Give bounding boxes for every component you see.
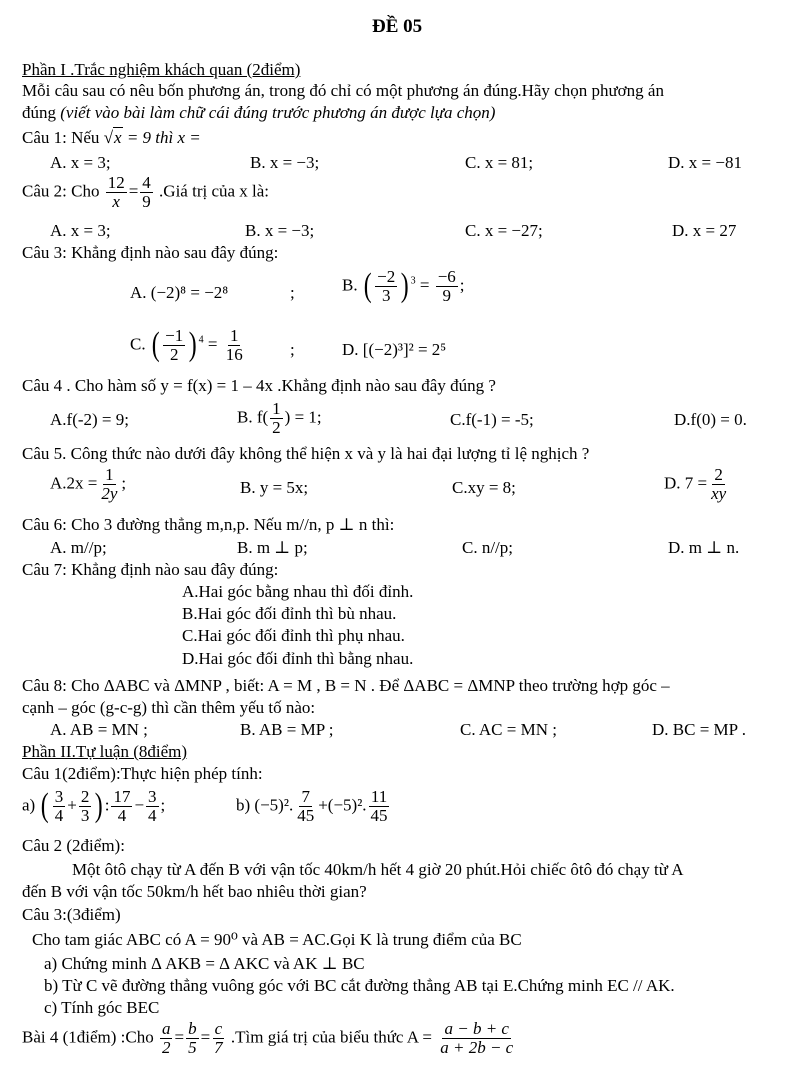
q7-option-d: D.Hai góc đối đỉnh thì bằng nhau.: [182, 649, 414, 668]
question-8-line2: cạnh – góc (g-c-g) thì cần thêm yếu tố nào:: [22, 698, 316, 717]
q3-option-c: C. ( $\frac{-1}{2}$ ) $^4$ = $\frac{1}{16}$: [130, 326, 243, 364]
q4-option-b: B. f( $\frac{1}{2}$ ) = 1;: [237, 399, 322, 437]
q3-option-d: D. [(−2)³]² = 2⁵: [342, 340, 447, 359]
essay-3a: a) Chứng minh Δ AKB = Δ AKC và AK ⊥ BC: [44, 954, 365, 973]
q8-option-a: A. AB = MN ;: [50, 720, 148, 739]
question-6: Câu 6: Cho 3 đường thẳng m,n,p. Nếu m//n, p ⊥ n thì:: [22, 515, 395, 534]
essay-1-label: Câu 1(2điểm):Thực hiện phép tính:: [22, 764, 263, 783]
question-3: Câu 3: Khẳng định nào sau đây đúng:: [22, 243, 279, 262]
q6-option-d: D. m ⊥ n.: [668, 538, 740, 557]
part2-heading: Phần II.Tự luận (8điểm): [22, 742, 188, 761]
essay-2-line2: đến B với vận tốc 50km/h hết bao nhiêu thời gian?: [22, 882, 367, 901]
q6-option-c: C. n//p;: [462, 538, 514, 557]
question-7: Câu 7: Khẳng định nào sau đây đúng:: [22, 560, 279, 579]
essay-1b: b) (−5)². $\frac{7}{45}$ +(−5)². $\frac{11}{45}$: [236, 787, 388, 825]
q6-option-b: B. m ⊥ p;: [237, 538, 308, 557]
essay-2-label: Câu 2 (2điểm):: [22, 836, 125, 855]
essay-2-line1: Một ôtô chạy từ A đến B với vận tốc 40km/h hết 4 giờ 20 phút.Hỏi chiếc ôtô đó chạy từ A: [72, 860, 684, 879]
essay-3c: c) Tính góc BEC: [44, 998, 160, 1017]
q7-option-a: A.Hai góc bằng nhau thì đối đỉnh.: [182, 582, 414, 601]
q3-option-b: B. ( $\frac{-2}{3}$ ) $^3$ = $\frac{-6}{9}$ ;: [342, 267, 465, 305]
q1-option-c: C. x = 81;: [465, 153, 534, 172]
q2-option-a: A. x = 3;: [50, 221, 111, 240]
q4-option-c: C.f(-1) = -5;: [450, 410, 534, 429]
q8-option-b: B. AB = MP ;: [240, 720, 334, 739]
q6-option-a: A. m//p;: [50, 538, 107, 557]
sqrt-symbol: √x: [103, 128, 122, 147]
q8-option-c: C. AC = MN ;: [460, 720, 557, 739]
essay-3b: b) Từ C vẽ đường thẳng vuông góc với BC cắt đường thẳng AB tại E.Chứng minh EC // AK.: [44, 976, 675, 995]
essay-4: Bài 4 (1điểm) :Cho $\frac{a}{2}$ = $\frac{b}{5}$ = $\frac{c}{7}$ .Tìm giá trị của biểu thức A = $\frac{a - b + c}{a + 2b - c}$: [22, 1019, 514, 1057]
q1-option-b: B. x = −3;: [250, 153, 320, 172]
q5-option-c: C.xy = 8;: [452, 478, 516, 497]
page-title: ĐỀ 05: [372, 16, 423, 37]
question-5: Câu 5. Công thức nào dưới đây không thể hiện x và y là hai đại lượng tỉ lệ nghịch ?: [22, 444, 590, 463]
q1-option-d: D. x = −81: [668, 153, 742, 172]
q4-option-a: A.f(-2) = 9;: [50, 410, 129, 429]
question-1: Câu 1: Nếu √x = 9 thì x =: [22, 128, 201, 147]
question-4: Câu 4 . Cho hàm số y = f(x) = 1 – 4x .Khẳng định nào sau đây đúng ?: [22, 376, 496, 395]
essay-1a: a) ( $\frac{3}{4}$ + $\frac{2}{3}$ ): $\frac{17}{4}$ − $\frac{3}{4}$ ;: [22, 787, 166, 825]
part1-intro-line1: Mỗi câu sau có nêu bốn phương án, trong đó chỉ có một phương án đúng.Hãy chọn phương án: [22, 81, 664, 100]
question-8-line1: Câu 8: Cho ΔABC và ΔMNP , biết: A = M , B = N . Để ΔABC = ΔMNP theo trường hợp góc –: [22, 676, 670, 695]
q3-option-a: A. (−2)⁸ = −2⁸: [130, 283, 229, 302]
q2-option-d: D. x = 27: [672, 221, 737, 240]
q7-option-b: B.Hai góc đối đỉnh thì bù nhau.: [182, 604, 397, 623]
q3-sep-1: ;: [290, 283, 295, 302]
part1-heading: Phần I .Trắc nghiệm khách quan (2điểm): [22, 60, 301, 79]
question-2: Câu 2: Cho $\frac{12}{x}$ = $\frac{4}{9}$ .Giá trị của x là:: [22, 173, 270, 211]
part1-intro-line2: đúng (viết vào bài làm chữ cái đúng trước phương án được lựa chọn): [22, 103, 496, 122]
q2-option-b: B. x = −3;: [245, 221, 315, 240]
q1-option-a: A. x = 3;: [50, 153, 111, 172]
q5-option-a: A.2x = $\frac{1}{2y}$ ;: [50, 465, 127, 503]
q5-option-b: B. y = 5x;: [240, 478, 309, 497]
q2-option-c: C. x = −27;: [465, 221, 543, 240]
q3-sep-2: ;: [290, 340, 295, 359]
q4-option-d: D.f(0) = 0.: [674, 410, 747, 429]
q5-option-d: D. 7 = $\frac{2}{xy}$: [664, 465, 727, 503]
essay-3-label: Câu 3:(3điểm): [22, 905, 121, 924]
q7-option-c: C.Hai góc đối đỉnh thì phụ nhau.: [182, 626, 405, 645]
q8-option-d: D. BC = MP .: [652, 720, 746, 739]
essay-3-line1: Cho tam giác ABC có A = 90⁰ và AB = AC.Gọi K là trung điểm của BC: [32, 930, 522, 949]
